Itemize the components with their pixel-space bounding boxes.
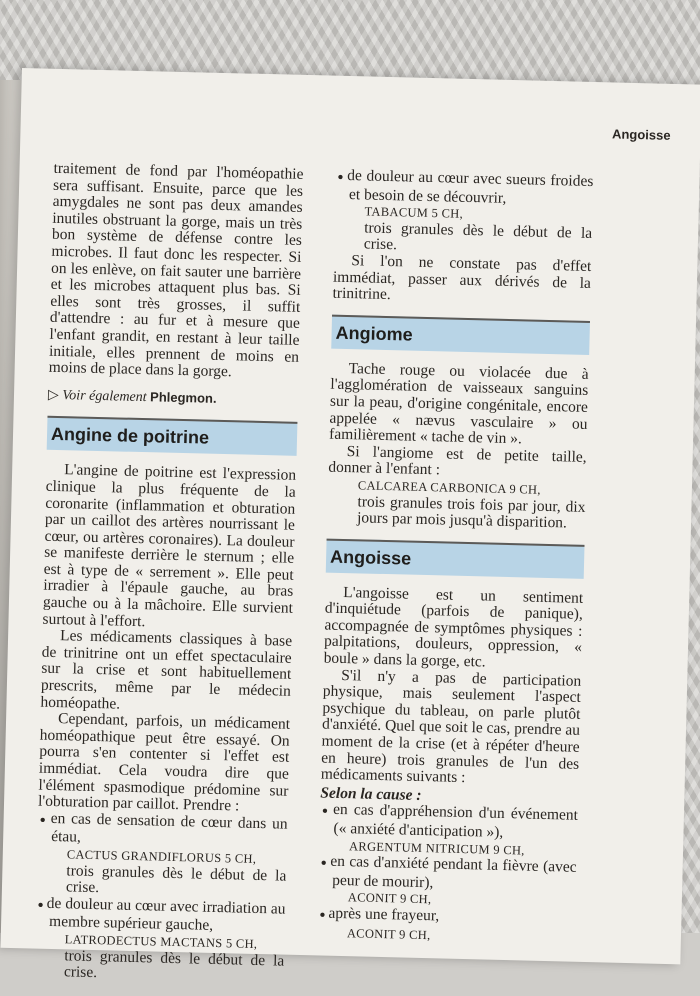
right-column (317, 168, 594, 947)
bullet-item-3: ● de douleur au cœur avec sueurs froides et besoin de se découvrir, (335, 168, 594, 209)
angine-paragraph-3: Cependant, parfois, un médicament homéopathique peut être essayé. On pourra s'en contenter si l'effet est immédiat. Cela voudra dire que l'élément spasmodique prédomine sur l'obturation par caillot. Prendre : (37, 710, 291, 815)
cause-item-3: ● après une frayeur, (317, 905, 575, 930)
angoisse-paragraph-2: S'il n'y a pas de participation physique, mais seulement l'aspect psychique du tableau, on parle plutôt d'anxiété. Quel que soit le cas, prendre au moment de la crise (et à répéter d'heure en heure) trois granules de l'un des médicaments suivants : (320, 666, 582, 787)
intro-paragraph: traitement de fond par l'homéopathie sera suffisant. Ensuite, parce que les amygdales ne sont pas deux amandes inutiles obstruant la gorge, mais un très bon système de défense contre les microbes. Il faut donc les respecter. Si on les enlève, on fait sauter une barrière et les microbes attaquent plus bas. Si elles sont très grosses, il suffit d'attendre : au fur et à mesure que l'enfant grandit, en restant à leur taille initiale, elles prennent de moins en moins de place dans la gorge. (48, 159, 304, 381)
dose-2: trois granules dès le début de la crise. (63, 946, 285, 982)
angiome-paragraph-1: Tache rouge ou violacée due à l'agglomération de vaisseaux sanguins sur la peau, d'origine congénitale, encore appelée « nævus vasculaire » ou familièrement « tache de vin ». (328, 359, 589, 448)
cause-item-2: ● en cas d'anxiété pendant la fièvre (avec peur de mourir), (318, 854, 577, 895)
book-page (0, 68, 700, 982)
bullet-item-2: ● de douleur au cœur avec irradiation au membre supérieur gauche, (35, 895, 286, 936)
cause-label: Selon la cause : (320, 784, 422, 804)
section-heading-angiome: Angiome (331, 314, 590, 354)
remedy-calcarea: CALCAREA CARBONICA 9 CH, (357, 478, 541, 497)
remedy-latrodectus: LATRODECTUS MACTANS 5 CH, (64, 932, 258, 951)
remedy-argentum: ARGENTUM NITRICUM 9 CH, (348, 838, 525, 858)
cause-item-1: ● en cas d'appréhension d'un événement (« anxiété d'anticipation »), (319, 802, 578, 843)
section-heading-angoisse: Angoisse (326, 538, 585, 578)
bullet-item-1: ● en cas de sensation de cœur dans un étau, (37, 810, 288, 851)
section-heading-angine: Angine de poitrine (47, 416, 298, 456)
remedy-aconit-2: ACONIT 9 CH, (346, 925, 431, 942)
see-also-target: Phlegmon. (149, 388, 217, 406)
dose-3: trois granules dès le début de la crise. (363, 219, 593, 254)
remedy-cactus: CACTUS GRANDIFLORUS 5 CH, (66, 847, 257, 866)
remedy-aconit-1: ACONIT 9 CH, (347, 890, 432, 907)
left-column (34, 161, 304, 987)
angine-paragraph-2: Les médicaments classiques à base de trinitrine ont un effet spectaculaire sur la crise et sont habituellement prescrits, même par le médecin homéopathe. (40, 627, 293, 713)
angoisse-paragraph-1: L'angoisse est un sentiment d'inquiétude (parfois de panique), accompagnée de symptômes physiques : palpitations, douleurs, oppression, « boule » dans la gorge, etc. (323, 583, 584, 671)
dose-1: trois granules dès le début de la crise. (65, 861, 287, 897)
remedy-tabacum: TABACUM 5 CH, (364, 204, 464, 222)
running-head: Angoisse (611, 126, 671, 143)
angine-paragraph-1: L'angine de poitrine est l'expression clinique la plus fréquente de la coronarite (inflammation et obturation par un caillot des artères nourrissant le cœur, ou artères coronaires). La douleur se manifeste derrière le sternum ; elle est à type de « serrement ». Elle peut irradier à l'épaule gauche, au bras gauche ou à la mâchoire. Elle survient surtout à l'effort. (42, 461, 297, 630)
see-also-prefix: ▷ Voir également (47, 387, 147, 405)
see-also (48, 386, 298, 410)
angiome-dose: trois granules trois fois par jour, dix jours par mois jusqu'à disparition. (356, 492, 586, 532)
trinitrine-advice: Si l'on ne constate pas d'effet immédiat, passer aux dérivés de la trinitrine. (332, 252, 592, 304)
angiome-paragraph-2: Si l'angiome est de petite taille, donner à l'enfant : (328, 442, 587, 479)
